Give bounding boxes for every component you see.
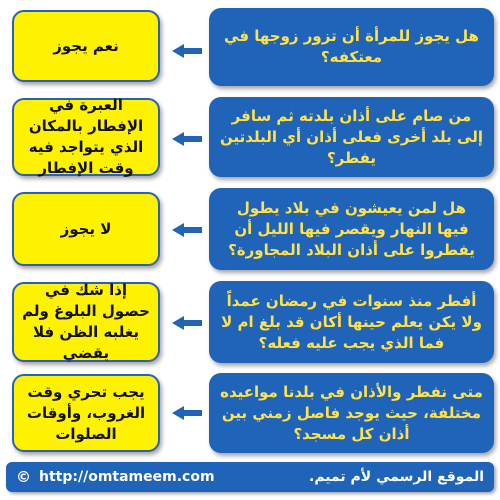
- arrow-left-icon: [172, 44, 202, 58]
- answer-text: العبرة في الإفطار بالمكان الذي يتواجد فيه وقت الإفطار: [28, 96, 144, 177]
- arrow-left-icon: [172, 316, 202, 330]
- answer-box: [12, 282, 160, 362]
- arrow-left-icon: [172, 132, 202, 146]
- footer-bar: [6, 462, 494, 492]
- copyright-icon: ©: [16, 468, 31, 486]
- question-box: [209, 373, 494, 453]
- question-text: متى نفطر والأذان في بلدنا مواعيده مختلفة، حيث يوجد فاصل زمني بين أذان كل مسجد؟: [220, 382, 483, 443]
- answer-text: لا يجوز: [60, 219, 112, 238]
- question-text: أفطر منذ سنوات في رمضان عمداً ولا يكن يعلم حينها أكان قد بلغ ام لا فما الذي يجب عليه فعله؟: [221, 291, 482, 352]
- question-text: هل لمن يعيشون في بلاد يطول فيها النهار ويقصر فيها الليل أن يفطروا على أذان البلاد المجاورة؟: [228, 198, 475, 259]
- answer-text: إذا شك في حصول البلوغ ولم يغلبه الظن فلا يقضي: [22, 281, 150, 362]
- question-box: [209, 97, 494, 177]
- question-box: [209, 188, 494, 270]
- arrow-left-icon: [172, 223, 202, 237]
- question-box: [209, 8, 494, 86]
- question-box: [209, 281, 494, 363]
- answer-box: [12, 374, 160, 452]
- question-text: هل يجوز للمرأة أن تزور زوجها في معتكفه؟: [224, 27, 479, 66]
- answer-box: [12, 10, 160, 82]
- answer-box: [12, 192, 160, 266]
- website-link[interactable]: http://omtameem.com: [39, 469, 215, 485]
- footer-link-group: [16, 468, 215, 486]
- answer-text: يجب تحري وقت الغروب، وأوقات الصلوات: [26, 382, 146, 443]
- arrow-left-icon: [172, 406, 202, 420]
- site-name: الموقع الرسمي لأم تميم.: [309, 469, 484, 485]
- answer-box: [12, 98, 160, 176]
- answer-text: نعم يجوز: [53, 36, 119, 55]
- question-text: من صام على أذان بلدته ثم سافر إلى بلد أخرى فعلى أذان أي البلدتين يفطر؟: [220, 106, 483, 167]
